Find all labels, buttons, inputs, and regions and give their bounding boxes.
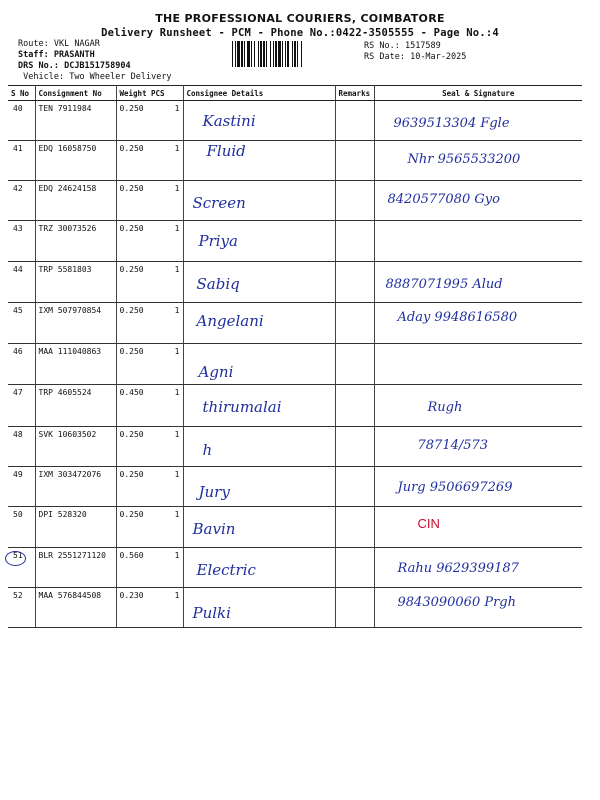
- barcode-bar: [251, 41, 252, 67]
- row-signature-cell: [374, 588, 582, 628]
- row-sno: 47: [8, 385, 35, 427]
- row-sno: 50: [8, 507, 35, 548]
- row-signature: 8887071995 Alud: [385, 277, 503, 292]
- row-sno: 46: [8, 344, 35, 385]
- barcode-bar: [241, 41, 243, 67]
- table-row: [8, 588, 582, 628]
- row-consignment-no: EDQ 16058750: [35, 141, 116, 181]
- row-sno: 40: [8, 101, 35, 141]
- row-sno: 45: [8, 303, 35, 344]
- rs-no-label: RS No.:: [364, 41, 400, 51]
- row-consignee-cell: [183, 181, 335, 221]
- barcode-bar: [254, 41, 255, 67]
- table-header-row: [8, 86, 582, 101]
- barcode-bar: [301, 41, 302, 67]
- table-row: [8, 548, 582, 588]
- row-signature-cell: [374, 303, 582, 344]
- barcode-image: [231, 41, 353, 67]
- row-sno: 52: [8, 588, 35, 628]
- barcode-bar: [294, 41, 296, 67]
- col-seal: Seal & Signature: [374, 86, 582, 101]
- rs-no-value: 1517589: [404, 41, 441, 51]
- table-row: [8, 101, 582, 141]
- row-remarks: [335, 141, 374, 181]
- barcode-bar: [285, 41, 286, 67]
- barcode-bar: [282, 41, 283, 67]
- row-consignee: Priya: [198, 232, 238, 250]
- row-consignee-cell: [183, 262, 335, 303]
- col-sno: S No: [8, 86, 35, 101]
- row-signature-cell: [374, 427, 582, 467]
- row-remarks: [335, 344, 374, 385]
- row-consignee-cell: [183, 588, 335, 628]
- barcode-bar: [263, 41, 265, 67]
- row-consignment-no: EDQ 24624158: [35, 181, 116, 221]
- row-consignee: Sabiq: [196, 275, 240, 293]
- row-signature-cell: [374, 385, 582, 427]
- staff-value: PRASANTH: [53, 50, 95, 60]
- row-pcs: 1: [148, 141, 183, 181]
- row-sno: 43: [8, 221, 35, 262]
- row-weight: 0.250: [116, 181, 148, 221]
- barcode-bar: [258, 41, 259, 67]
- barcode-bar: [247, 41, 250, 67]
- row-signature-cell: [374, 221, 582, 262]
- row-consignment-no: DPI 528320: [35, 507, 116, 548]
- drs-value: DCJB151758904: [64, 61, 131, 71]
- barcode-bar: [244, 41, 245, 67]
- row-consignee-cell: [183, 548, 335, 588]
- row-signature: 8420577080 Gyo: [387, 192, 500, 207]
- vehicle-label: Vehicle:: [23, 72, 65, 82]
- rs-date-label: RS Date:: [364, 52, 405, 62]
- row-consignment-no: TRZ 30073526: [35, 221, 116, 262]
- row-consignee-cell: [183, 141, 335, 181]
- row-consignee: thirumalai: [202, 398, 282, 416]
- staff-label: Staff:: [18, 50, 49, 60]
- row-weight: 0.450: [116, 385, 148, 427]
- barcode-bar: [292, 41, 293, 67]
- barcode-bar: [297, 41, 298, 67]
- row-consignee-cell: [183, 303, 335, 344]
- row-remarks: [335, 221, 374, 262]
- row-consignment-no: TEN 7911984: [35, 101, 116, 141]
- row-signature: 9843090060 Prgh: [397, 595, 516, 610]
- row-signature: Jurg 9506697269: [397, 480, 513, 495]
- row-remarks: [335, 262, 374, 303]
- vehicle-value: Two Wheeler Delivery: [69, 72, 172, 82]
- row-pcs: 1: [148, 385, 183, 427]
- row-signature-cell: [374, 141, 582, 181]
- col-consignee: Consignee Details: [183, 86, 335, 101]
- row-remarks: [335, 303, 374, 344]
- row-weight: 0.250: [116, 344, 148, 385]
- row-consignee-cell: [183, 507, 335, 548]
- row-consignment-no: IXM 507970854: [35, 303, 116, 344]
- row-pcs: 1: [148, 181, 183, 221]
- table-row: [8, 427, 582, 467]
- table-row: [8, 141, 582, 181]
- table-row: [8, 385, 582, 427]
- row-weight: 0.250: [116, 303, 148, 344]
- table-row: [8, 344, 582, 385]
- row-weight: 0.250: [116, 262, 148, 303]
- row-consignment-no: TRP 4605524: [35, 385, 116, 427]
- row-signature-cell: [374, 262, 582, 303]
- row-consignment-no: MAA 576844508: [35, 588, 116, 628]
- table-row: [8, 467, 582, 507]
- barcode-bar: [266, 41, 267, 67]
- barcode-bar: [232, 41, 233, 67]
- barcode-bar: [287, 41, 289, 67]
- barcode-bar: [237, 41, 240, 67]
- row-remarks: [335, 101, 374, 141]
- barcode-bar: [278, 41, 281, 67]
- row-remarks: [335, 507, 374, 548]
- row-signature: Nhr 9565533200: [407, 152, 521, 167]
- row-consignee: Agni: [198, 363, 234, 381]
- row-consignee-cell: [183, 101, 335, 141]
- row-remarks: [335, 385, 374, 427]
- row-signature-cell: [374, 507, 582, 548]
- row-sno: 44: [8, 262, 35, 303]
- row-pcs: 1: [148, 262, 183, 303]
- table-row: [8, 507, 582, 548]
- row-signature-cell: [374, 344, 582, 385]
- route-value: VKL NAGAR: [53, 39, 100, 49]
- row-consignment-no: TRP 5581803: [35, 262, 116, 303]
- row-consignee-cell: [183, 344, 335, 385]
- row-pcs: 1: [148, 588, 183, 628]
- row-sno: 51: [8, 548, 35, 588]
- row-consignment-no: MAA 111040863: [35, 344, 116, 385]
- row-consignee: Jury: [198, 483, 230, 501]
- row-51-circle-mark: [5, 551, 26, 566]
- row-consignee: Screen: [192, 194, 246, 212]
- table-row: [8, 262, 582, 303]
- row-pcs: 1: [148, 507, 183, 548]
- row-weight: 0.250: [116, 467, 148, 507]
- delivery-table: [8, 85, 582, 628]
- row-consignment-no: IXM 303472076: [35, 467, 116, 507]
- row-remarks: [335, 588, 374, 628]
- row-pcs: 1: [148, 101, 183, 141]
- rs-details: [364, 41, 466, 63]
- col-remarks: Remarks: [335, 86, 374, 101]
- rs-date-value: 10-Mar-2025: [410, 52, 467, 62]
- row-remarks: [335, 427, 374, 467]
- row-sno: 42: [8, 181, 35, 221]
- row-signature: Rugh: [427, 400, 463, 415]
- row-signature: 9639513304 Fgle: [393, 116, 510, 131]
- row-consignee: Electric: [196, 561, 256, 579]
- row-consignee: Kastini: [202, 112, 256, 130]
- col-pcs: PCS: [148, 86, 183, 101]
- row-consignee: Angelani: [196, 312, 264, 330]
- barcode-bar: [273, 41, 274, 67]
- company-title: THE PROFESSIONAL COURIERS, COIMBATORE: [155, 12, 445, 25]
- row-signature: 78714/573: [417, 438, 489, 453]
- table-row: [8, 181, 582, 221]
- row-signature: CIN: [417, 516, 440, 531]
- row-remarks: [335, 548, 374, 588]
- row-pcs: 1: [148, 221, 183, 262]
- row-consignee-cell: [183, 467, 335, 507]
- row-pcs: 1: [148, 427, 183, 467]
- row-consignee: Bavin: [192, 520, 236, 538]
- row-consignee-cell: [183, 427, 335, 467]
- row-sno: 49: [8, 467, 35, 507]
- row-pcs: 1: [148, 344, 183, 385]
- runsheet-subtitle: Delivery Runsheet - PCM - Phone No.:0422-3505555 - Page No.:4: [101, 27, 499, 39]
- table-row: [8, 221, 582, 262]
- row-signature-cell: [374, 548, 582, 588]
- barcode-bar: [260, 41, 262, 67]
- row-weight: 0.250: [116, 141, 148, 181]
- row-pcs: 1: [148, 303, 183, 344]
- row-signature: Aday 9948616580: [397, 310, 518, 325]
- row-signature-cell: [374, 181, 582, 221]
- row-consignee: Fluid: [206, 142, 246, 160]
- barcode-bar: [270, 41, 271, 67]
- row-remarks: [335, 181, 374, 221]
- row-weight: 0.250: [116, 221, 148, 262]
- row-consignment-no: BLR 2551271120: [35, 548, 116, 588]
- row-sno: 48: [8, 427, 35, 467]
- row-signature-cell: [374, 467, 582, 507]
- row-consignment-no: SVK 10603502: [35, 427, 116, 467]
- row-signature-cell: [374, 101, 582, 141]
- row-weight: 0.250: [116, 101, 148, 141]
- row-consignee-cell: [183, 221, 335, 262]
- drs-label: DRS No.:: [18, 61, 59, 71]
- row-weight: 0.250: [116, 427, 148, 467]
- row-weight: 0.250: [116, 507, 148, 548]
- row-remarks: [335, 467, 374, 507]
- table-row: [8, 303, 582, 344]
- col-weight: Weight: [116, 86, 148, 101]
- row-weight: 0.230: [116, 588, 148, 628]
- row-pcs: 1: [148, 467, 183, 507]
- barcode-bar: [235, 41, 236, 67]
- runsheet-details: [18, 39, 172, 83]
- row-consignee-cell: [183, 385, 335, 427]
- row-pcs: 1: [148, 548, 183, 588]
- col-consignment: Consignment No: [35, 86, 116, 101]
- route-label: Route:: [18, 39, 49, 49]
- row-consignee: Pulki: [192, 604, 231, 622]
- row-consignee: h: [202, 441, 213, 459]
- row-sno: 41: [8, 141, 35, 181]
- row-weight: 0.560: [116, 548, 148, 588]
- row-signature: Rahu 9629399187: [397, 561, 519, 576]
- barcode-bar: [275, 41, 277, 67]
